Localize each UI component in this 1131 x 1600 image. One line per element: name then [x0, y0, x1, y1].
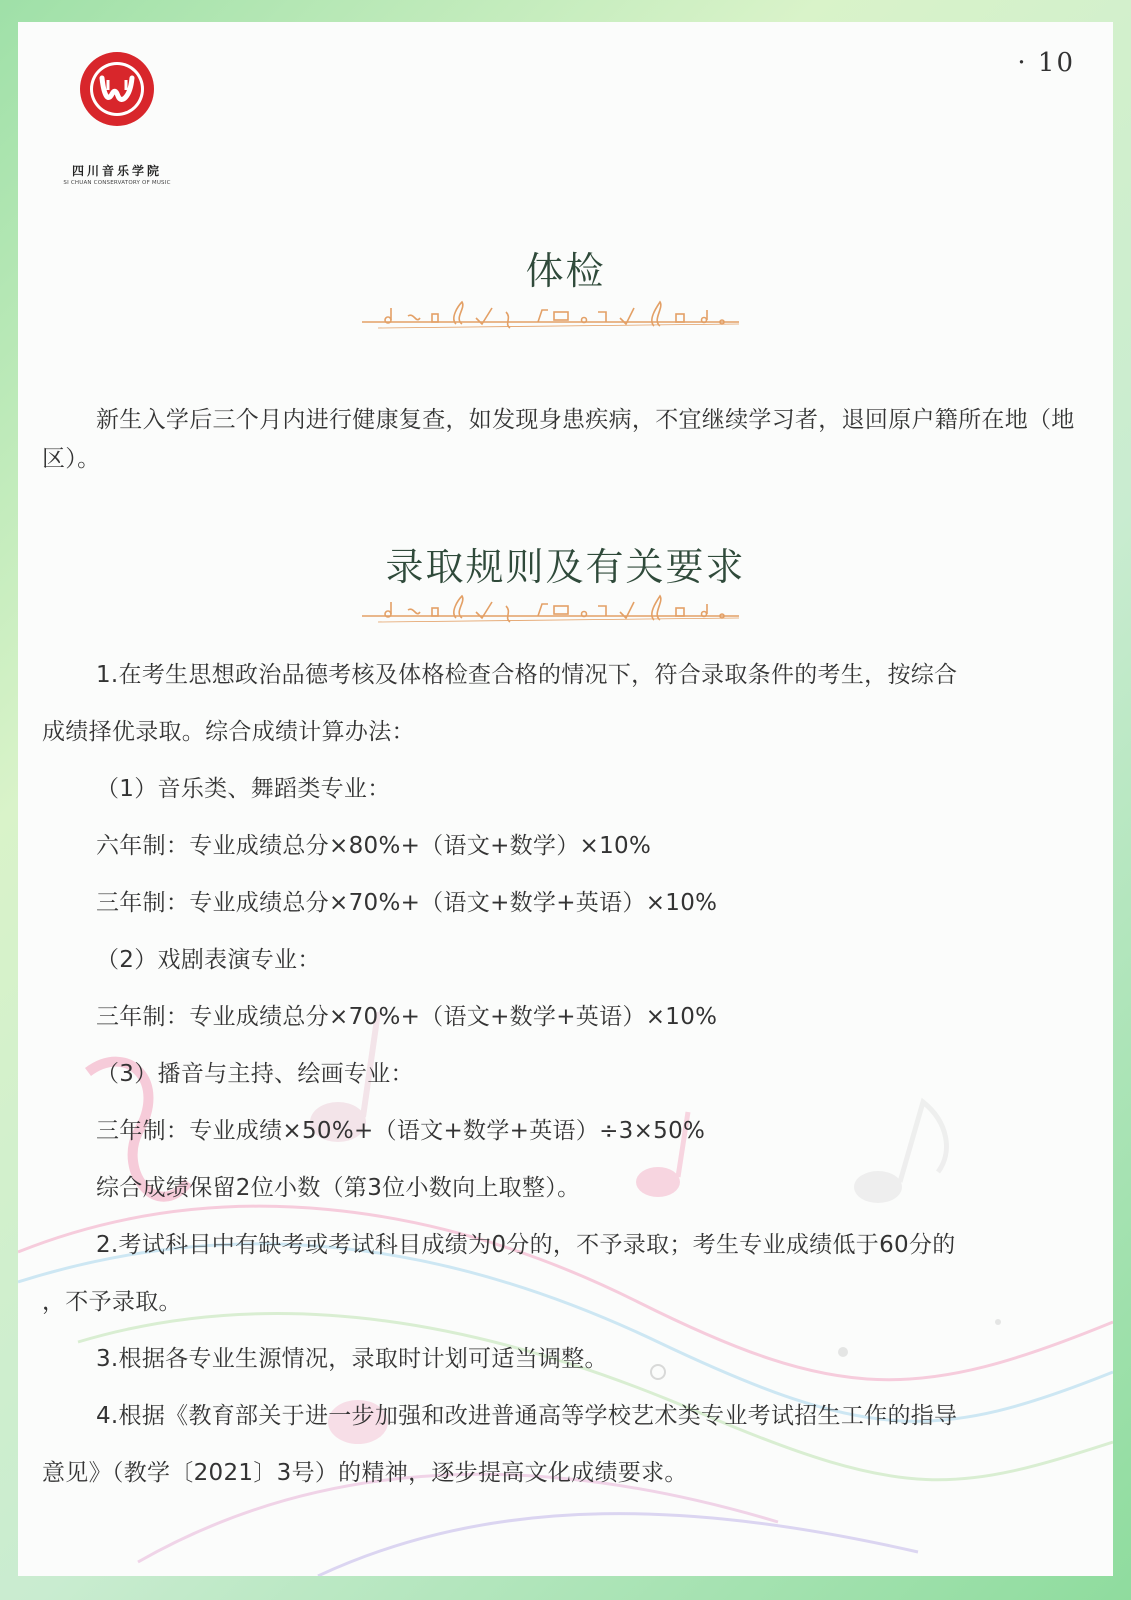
- school-logo: [52, 50, 182, 190]
- admission-rules-body: [42, 647, 1087, 1502]
- drama-heading: （2）戏剧表演专业：: [96, 947, 321, 973]
- rule-3: 3.根据各专业生源情况，录取时计划可适当调整。: [96, 1346, 608, 1372]
- rule-2-line-1: 2.考试科目中有缺考或考试科目成绩为0分的，不予录取；考生专业成绩低于60分的: [96, 1232, 956, 1258]
- rule-2-line-2: ，不予录取。: [42, 1289, 182, 1315]
- logo-english-name: SI CHUAN CONSERVATORY OF MUSIC: [63, 180, 171, 186]
- rule-1-line-1: 1.在考生思想政治品德考核及体格检查合格的情况下，符合录取条件的考生，按综合: [96, 662, 958, 688]
- six-year-formula: 六年制：专业成绩总分×80%+（语文+数学）×10%: [96, 833, 652, 859]
- drama-formula: 三年制：专业成绩总分×70%+（语文+数学+英语）×10%: [96, 1004, 718, 1030]
- section-title-health: 体检: [525, 249, 606, 293]
- rounding-note: 综合成绩保留2位小数（第3位小数向上取整）。: [96, 1175, 581, 1201]
- logo-emblem-icon: [78, 50, 156, 128]
- section-title-admission: 录取规则及有关要求: [385, 545, 746, 589]
- health-check-paragraph: 新生入学后三个月内进行健康复查，如发现身患疾病，不宜继续学习者，退回原户籍所在地（地区）。: [42, 407, 1075, 472]
- rule-4-line-1: 4.根据《教育部关于进一步加强和改进普通高等学校艺术类专业考试招生工作的指导: [96, 1403, 958, 1429]
- music-note-divider-icon: [358, 298, 743, 334]
- rule-1-line-2: 成绩择优录取。综合成绩计算办法：: [42, 719, 415, 745]
- document-page: [18, 22, 1113, 1576]
- music-note-divider-icon: [358, 592, 743, 628]
- music-dance-heading: （1）音乐类、舞蹈类专业：: [96, 776, 391, 802]
- broadcast-painting-heading: （3）播音与主持、绘画专业：: [96, 1061, 414, 1087]
- three-year-formula: 三年制：专业成绩总分×70%+（语文+数学+英语）×10%: [96, 890, 718, 916]
- logo-chinese-name: 四川音乐学院: [71, 164, 162, 178]
- rule-4-line-2: 意见》（教学〔2021〕3号）的精神，逐步提高文化成绩要求。: [42, 1460, 688, 1486]
- broadcast-painting-formula: 三年制：专业成绩×50%+（语文+数学+英语）÷3×50%: [96, 1118, 706, 1144]
- page-number: · 10: [1017, 48, 1075, 78]
